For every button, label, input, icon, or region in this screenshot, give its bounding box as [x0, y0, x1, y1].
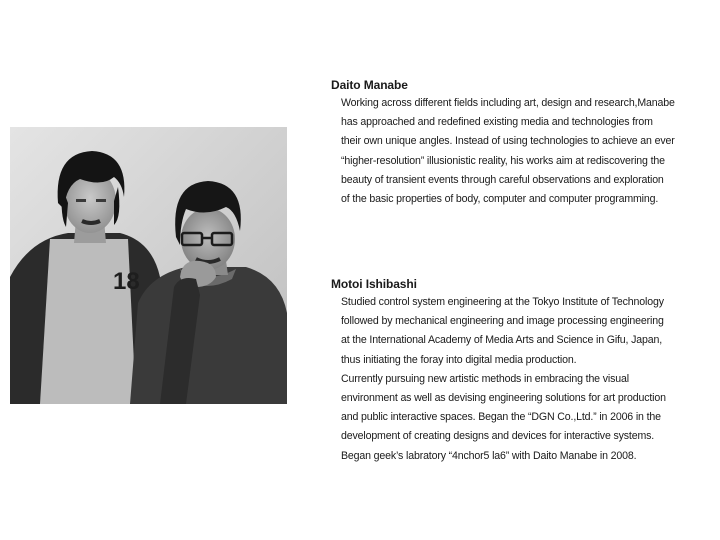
- bio-line: has approached and redefined existing media and technologies from: [341, 116, 653, 129]
- bio-line: at the International Academy of Media Arts and Science in Gifu, Japan,: [341, 334, 663, 347]
- bio-line: development of creating designs and devices for interactive systems.: [341, 430, 655, 443]
- bio-text: [331, 94, 711, 209]
- bio-line: Currently pursuing new artistic methods in embracing the visual: [341, 372, 629, 385]
- bio-line: thus initiating the foray into digital media production.: [341, 353, 577, 366]
- bio-line: beauty of transient events through careful observations and exploration: [341, 173, 664, 186]
- bio-line: followed by mechanical engineering and image processing engineering: [341, 315, 664, 328]
- bio-line: “higher-resolution” illusionistic reality, his works aim at rediscovering the: [341, 154, 665, 167]
- portrait-illustration: [10, 127, 287, 404]
- bio-line: of the basic properties of body, computer and computer programming.: [341, 193, 659, 206]
- bio-name: Motoi Ishibashi: [331, 277, 417, 291]
- bio-line: Studied control system engineering at the Tokyo Institute of Technology: [341, 296, 664, 308]
- bio-line: and public interactive spaces. Began the “DGN Co.,Ltd.” in 2006 in the: [341, 411, 661, 424]
- bio-line: Working across different fields including art, design and research,Manabe: [341, 97, 675, 109]
- shirt-print: 18: [113, 268, 140, 295]
- bio-line: their own unique angles. Instead of using technologies to achieve an ever: [341, 135, 675, 148]
- bio-daito-manabe: [331, 76, 711, 209]
- bio-line: environment as well as devising engineering solutions for art production: [341, 392, 666, 405]
- bio-text: [331, 293, 711, 466]
- portrait-photo: [10, 127, 287, 404]
- bio-name: Daito Manabe: [331, 78, 408, 92]
- bio-line: Began geek’s labratory “4nchor5 la6” with Daito Manabe in 2008.: [341, 449, 637, 462]
- bio-motoi-ishibashi: [331, 275, 711, 466]
